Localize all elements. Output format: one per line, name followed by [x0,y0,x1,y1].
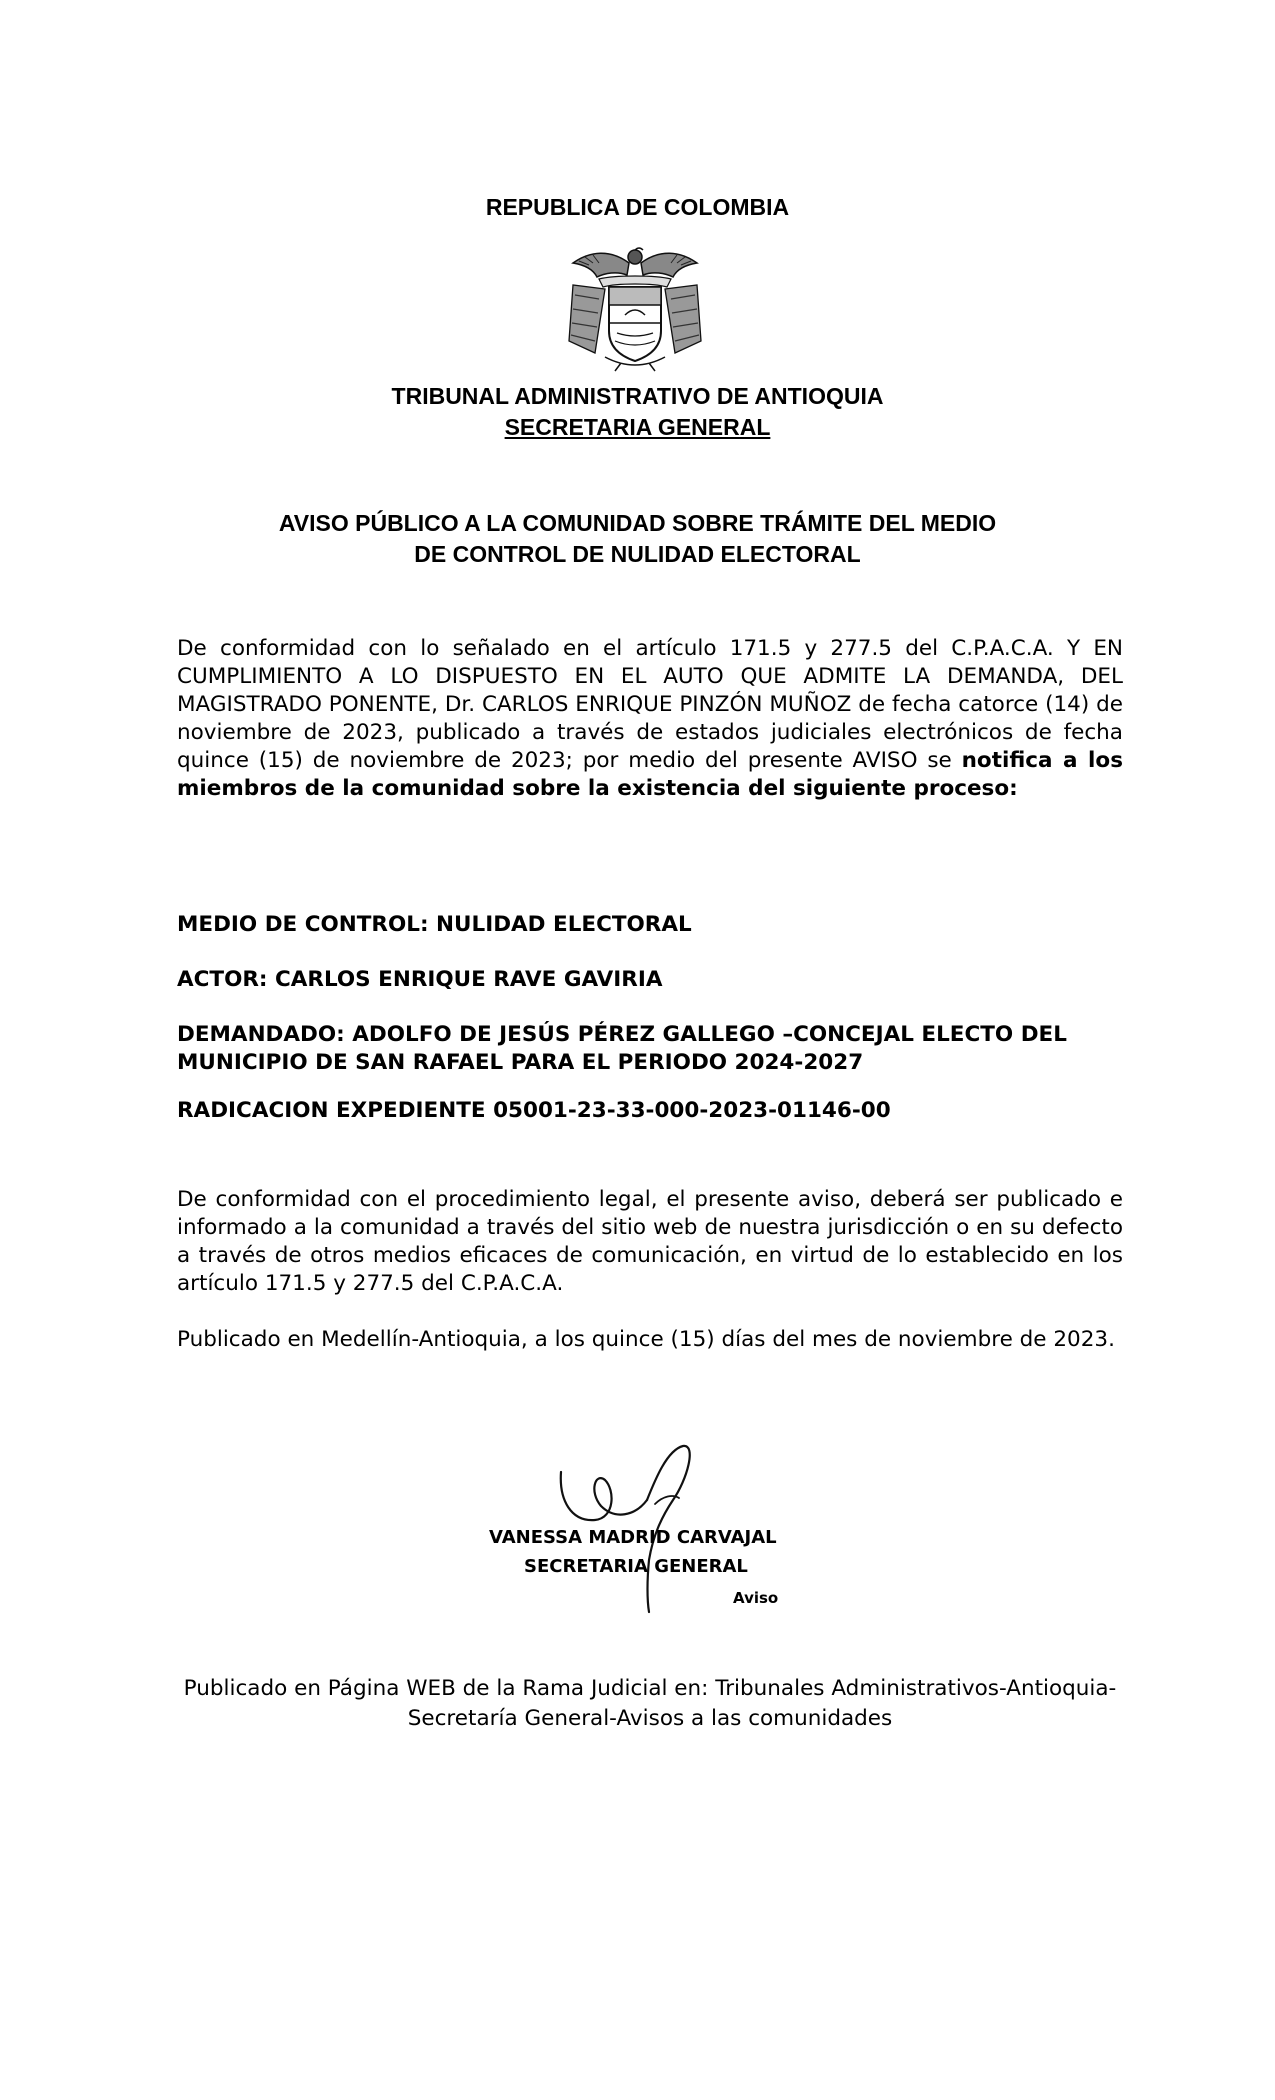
signatory-name: VANESSA MADRID CARVAJAL [489,1527,777,1548]
notice-title-line1: AVISO PÚBLICO A LA COMUNIDAD SOBRE TRÁMITE DEL MEDIO [278,510,997,536]
office-heading: SECRETARIA GENERAL [504,414,771,440]
procedure-paragraph: De conformidad con el procedimiento legal, el presente aviso, deberá ser publicado e informado a la comunidad a través del sitio web de nuestra jurisdicción o en su defecto a través de otros medios eficaces de comunicación, en virtud de lo establecido en los artículo 171.5 y 277.5 del C.P.A.C.A. [177,1187,1123,1296]
signatory-role: SECRETARIA GENERAL [524,1556,748,1577]
intro-paragraph [177,635,1123,803]
coat-of-arms-icon [565,245,705,373]
case-number: RADICACION EXPEDIENTE 05001-23-33-000-2023-01146-00 [177,1098,891,1123]
notice-title-line2: DE CONTROL DE NULIDAD ELECTORAL [414,541,861,567]
control-medium: MEDIO DE CONTROL: NULIDAD ELECTORAL [177,912,692,937]
publication-footer: Publicado en Página WEB de la Rama Judicial en: Tribunales Administrativos-Antioquia-Secretaría General-Avisos a las comunidades [183,1676,1117,1731]
signature-note: Aviso [733,1589,779,1607]
publication-paragraph: Publicado en Medellín-Antioquia, a los quince (15) días del mes de noviembre de 2023. [177,1327,1115,1352]
intro-text: De conformidad con lo señalado en el artículo 171.5 y 277.5 del C.P.A.C.A. Y EN CUMPLIMIENTO A LO DISPUESTO EN EL AUTO QUE ADMITE LA DEMANDA, DEL MAGISTRADO PONENTE, Dr. CARLOS ENRIQUE PINZÓN MUÑOZ de fecha catorce (14) de noviembre de 2023, publicado a través de estados judiciales electrónicos de fecha quince (15) de noviembre de 2023; por medio del presente AVISO se [177,636,1123,773]
court-heading: TRIBUNAL ADMINISTRATIVO DE ANTIOQUIA [391,383,884,409]
defendant: DEMANDADO: ADOLFO DE JESÚS PÉREZ GALLEGO –CONCEJAL ELECTO DEL MUNICIPIO DE SAN RAFAEL PARA EL PERIODO 2024-2027 [177,1022,1067,1075]
actor: ACTOR: CARLOS ENRIQUE RAVE GAVIRIA [177,967,663,992]
country-heading: REPUBLICA DE COLOMBIA [485,194,790,220]
intro-bold-text: notifica a los miembros de la comunidad sobre la existencia del siguiente proceso: [177,748,1123,801]
